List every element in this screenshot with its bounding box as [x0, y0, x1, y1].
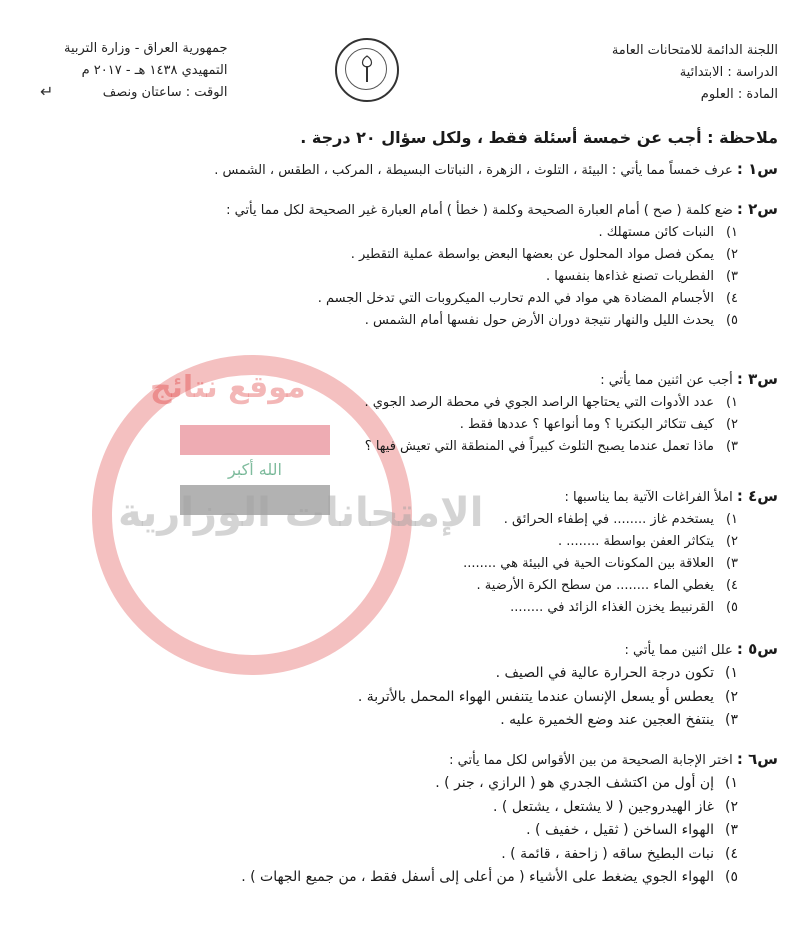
ministry-seal-icon	[335, 38, 399, 102]
list-item: ٣)ماذا تعمل عندما يصبح التلوث كبيراً في المنطقة التي تعيش فيها ؟	[364, 439, 738, 454]
list-item: ٢)يعطس أو يسعل الإنسان عندما يتنفس الهواء المحمل بالأتربة .	[357, 688, 738, 705]
list-item: ٤)نبات البطيخ ساقه ( زاحفة ، قائمة ) .	[501, 845, 738, 862]
question-text: أجب عن اثنين مما يأتي :	[600, 373, 733, 388]
list-item: ٢)يتكاثر العفن بواسطة ........ .	[558, 534, 738, 549]
list-item: ٥)يحدث الليل والنهار نتيجة دوران الأرض حول نفسها أمام الشمس .	[364, 313, 738, 328]
exam-note: ملاحظة : أجب عن خمسة أسئلة فقط ، ولكل سؤال ٢٠ درجة .	[300, 128, 778, 147]
question-text: ضع كلمة ( صح ) أمام العبارة الصحيحة وكلمة ( خطأ ) أمام العبارة غير الصحيحة لكل مما يأتي :	[226, 203, 733, 218]
iraq-flag-icon: الله أكبر	[180, 425, 330, 515]
list-item: ١)إن أول من اكتشف الجدري هو ( الرازي ، جنر ) .	[435, 775, 738, 791]
list-item: ٤)يغطي الماء ........ من سطح الكرة الأرضية .	[476, 578, 738, 593]
list-item: ٤)الأجسام المضادة هي مواد في الدم تحارب الميكروبات التي تدخل الجسم .	[317, 291, 738, 306]
question-label: س٤ :	[736, 487, 778, 505]
list-item: ٥)الهواء الجوي يضغط على الأشياء ( من أعلى إلى أسفل فقط ، من جميع الجهات ) .	[241, 869, 738, 885]
list-item: ٢)غاز الهيدروجين ( لا يشتعل ، يشتعل ) .	[493, 798, 738, 815]
list-item: ٢)يمكن فصل مواد المحلول عن بعضها البعض بواسطة عملية التقطير .	[350, 247, 738, 262]
question-3	[38, 368, 778, 458]
question-label: س٣ :	[736, 370, 778, 388]
question-label: س٦ :	[736, 750, 778, 768]
question-text: علل اثنين مما يأتي :	[624, 643, 733, 658]
header-right	[612, 40, 778, 106]
question-label: س١ :	[736, 160, 778, 178]
question-6	[38, 748, 778, 890]
list-item: ١)تكون درجة الحرارة عالية في الصيف .	[495, 665, 738, 681]
question-text: اختر الإجابة الصحيحة من بين الأقواس لكل مما يأتي :	[449, 753, 733, 768]
list-item: ٥)القرنبيط يخزن الغذاء الزائد في ........	[510, 600, 738, 615]
list-item: ١)عدد الأدوات التي يحتاجها الراصد الجوي في محطة الرصد الجوي .	[364, 395, 738, 410]
list-item: ١)النبات كائن مستهلك .	[598, 225, 738, 240]
question-2	[38, 198, 778, 332]
header-left	[64, 38, 228, 104]
list-item: ٣)ينتفخ العجين عند وضع الخميرة عليه .	[500, 712, 738, 728]
question-4	[38, 485, 778, 619]
watermark-bottom-text: الإمتحانات الوزارية	[118, 490, 484, 536]
list-item: ٢)كيف تتكاثر البكتريا ؟ وما أنواعها ؟ عددها فقط .	[459, 417, 738, 432]
exam-duration: الوقت : ساعتان ونصف	[102, 85, 228, 100]
country-ministry: جمهورية العراق - وزارة التربية	[64, 41, 228, 56]
list-item: ٣)العلاقة بين المكونات الحية في البيئة هي ........	[463, 556, 738, 571]
question-1	[38, 158, 778, 182]
list-item: ٣)الهواء الساخن ( ثقيل ، خفيف ) .	[526, 822, 738, 838]
question-label: س٥ :	[736, 640, 778, 658]
question-text: املأ الفراغات الآتية بما يناسبها :	[564, 490, 733, 505]
list-item: ١)يستخدم غاز ........ في إطفاء الحرائق .	[503, 512, 738, 527]
committee-title: اللجنة الدائمة للامتحانات العامة	[611, 43, 778, 58]
watermark-top-text: موقع نتائج	[150, 370, 306, 405]
question-text: عرف خمساً مما يأتي : البيئة ، التلوث ، الزهرة ، النباتات البسيطة ، المركب ، الطقس ، الشمس .	[214, 163, 733, 178]
study-level: الدراسة : الابتدائية	[679, 65, 778, 80]
question-5	[38, 638, 778, 733]
list-item: ٣)الفطريات تصنع غذاءها بنفسها .	[545, 269, 738, 284]
question-label: س٢ :	[736, 200, 778, 218]
subject: المادة : العلوم	[700, 87, 778, 102]
handwritten-mark-icon: ↵	[40, 82, 54, 101]
exam-year: التمهيدي ١٤٣٨ هـ - ٢٠١٧ م	[81, 63, 228, 78]
